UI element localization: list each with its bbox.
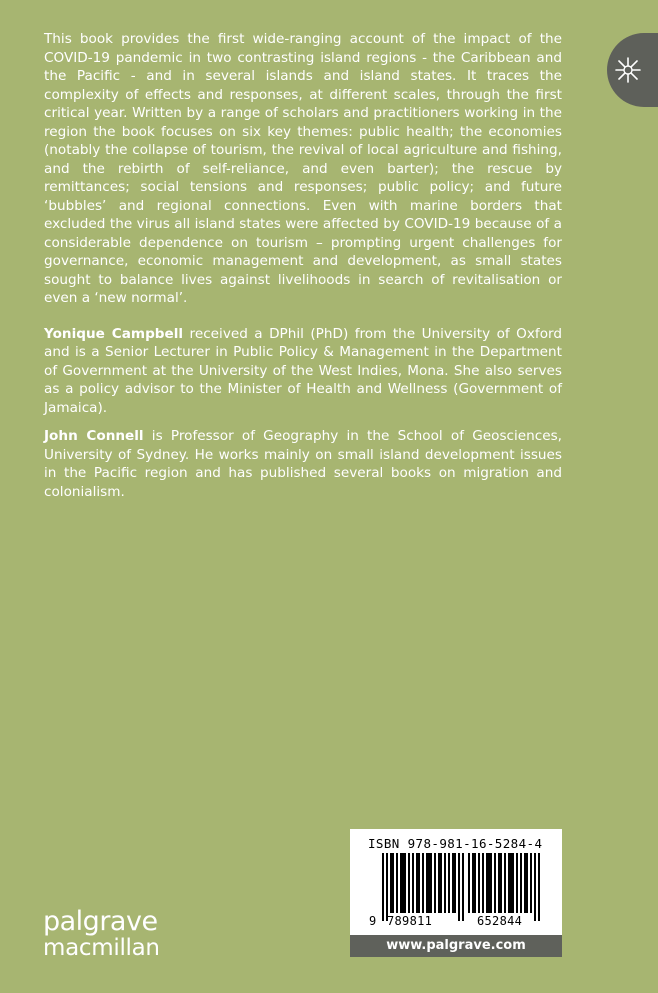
publisher-logo-line2: macmillan bbox=[43, 935, 160, 961]
barcode-image bbox=[380, 853, 550, 921]
barcode-first-digit: 9 bbox=[369, 914, 377, 928]
publisher-logo-line1: palgrave bbox=[43, 906, 158, 937]
author-name: Yonique Campbell bbox=[44, 325, 184, 342]
publisher-logo bbox=[43, 908, 160, 960]
author-bio-text: is Professor of Geography in the School of Geosciences, University of Sydney. He works mainly on small island development issues in the Pacific region and has published several books on migration and colonialism. bbox=[44, 428, 562, 500]
sparkle-icon bbox=[614, 56, 642, 84]
barcode-digits bbox=[369, 914, 559, 928]
barcode-box bbox=[350, 829, 562, 935]
series-badge bbox=[607, 33, 658, 107]
author-bio-text: received a DPhil (PhD) from the University of Oxford and is a Senior Lecturer in Public Policy & Management in the Department of Government at the University of the West Indies, Mona. She also serves as a policy advisor to the Minister of Health and Wellness (Government of Jamaica). bbox=[44, 325, 562, 416]
book-description: This book provides the first wide-ranging account of the impact of the COVID-19 pandemic in two contrasting island regions - the Caribbean and the Pacific - and in several islands and island states. It traces the complexity of effects and responses, at different scales, through the first critical year. Written by a range of scholars and practitioners working in the region the book focuses on six key themes: public health; the economies (notably the collapse of tourism, the revival of local agriculture and fishing, and the rebirth of self-reliance, and even barter); the rescue by remittances; social tensions and responses; public policy; and future ‘bubbles’ and regional connections. Even with marine borders that excluded the virus all island states were affected by COVID-19 because of a considerable dependence on tourism – prompting urgent challenges for governance, economic management and development, as small states sought to balance lives against livelihoods in search of revitalisation or even a ‘new normal’. bbox=[44, 31, 562, 306]
publisher-url[interactable]: www.palgrave.com bbox=[350, 935, 562, 957]
author-bio-2 bbox=[44, 427, 562, 501]
barcode-right-group: 652844 bbox=[477, 914, 523, 928]
isbn-label: ISBN 978-981-16-5284-4 bbox=[368, 836, 543, 851]
author-name: John Connell bbox=[44, 428, 144, 444]
author-bio-1 bbox=[44, 325, 562, 418]
barcode-left-group: 789811 bbox=[387, 914, 433, 928]
cover-text bbox=[44, 30, 562, 501]
